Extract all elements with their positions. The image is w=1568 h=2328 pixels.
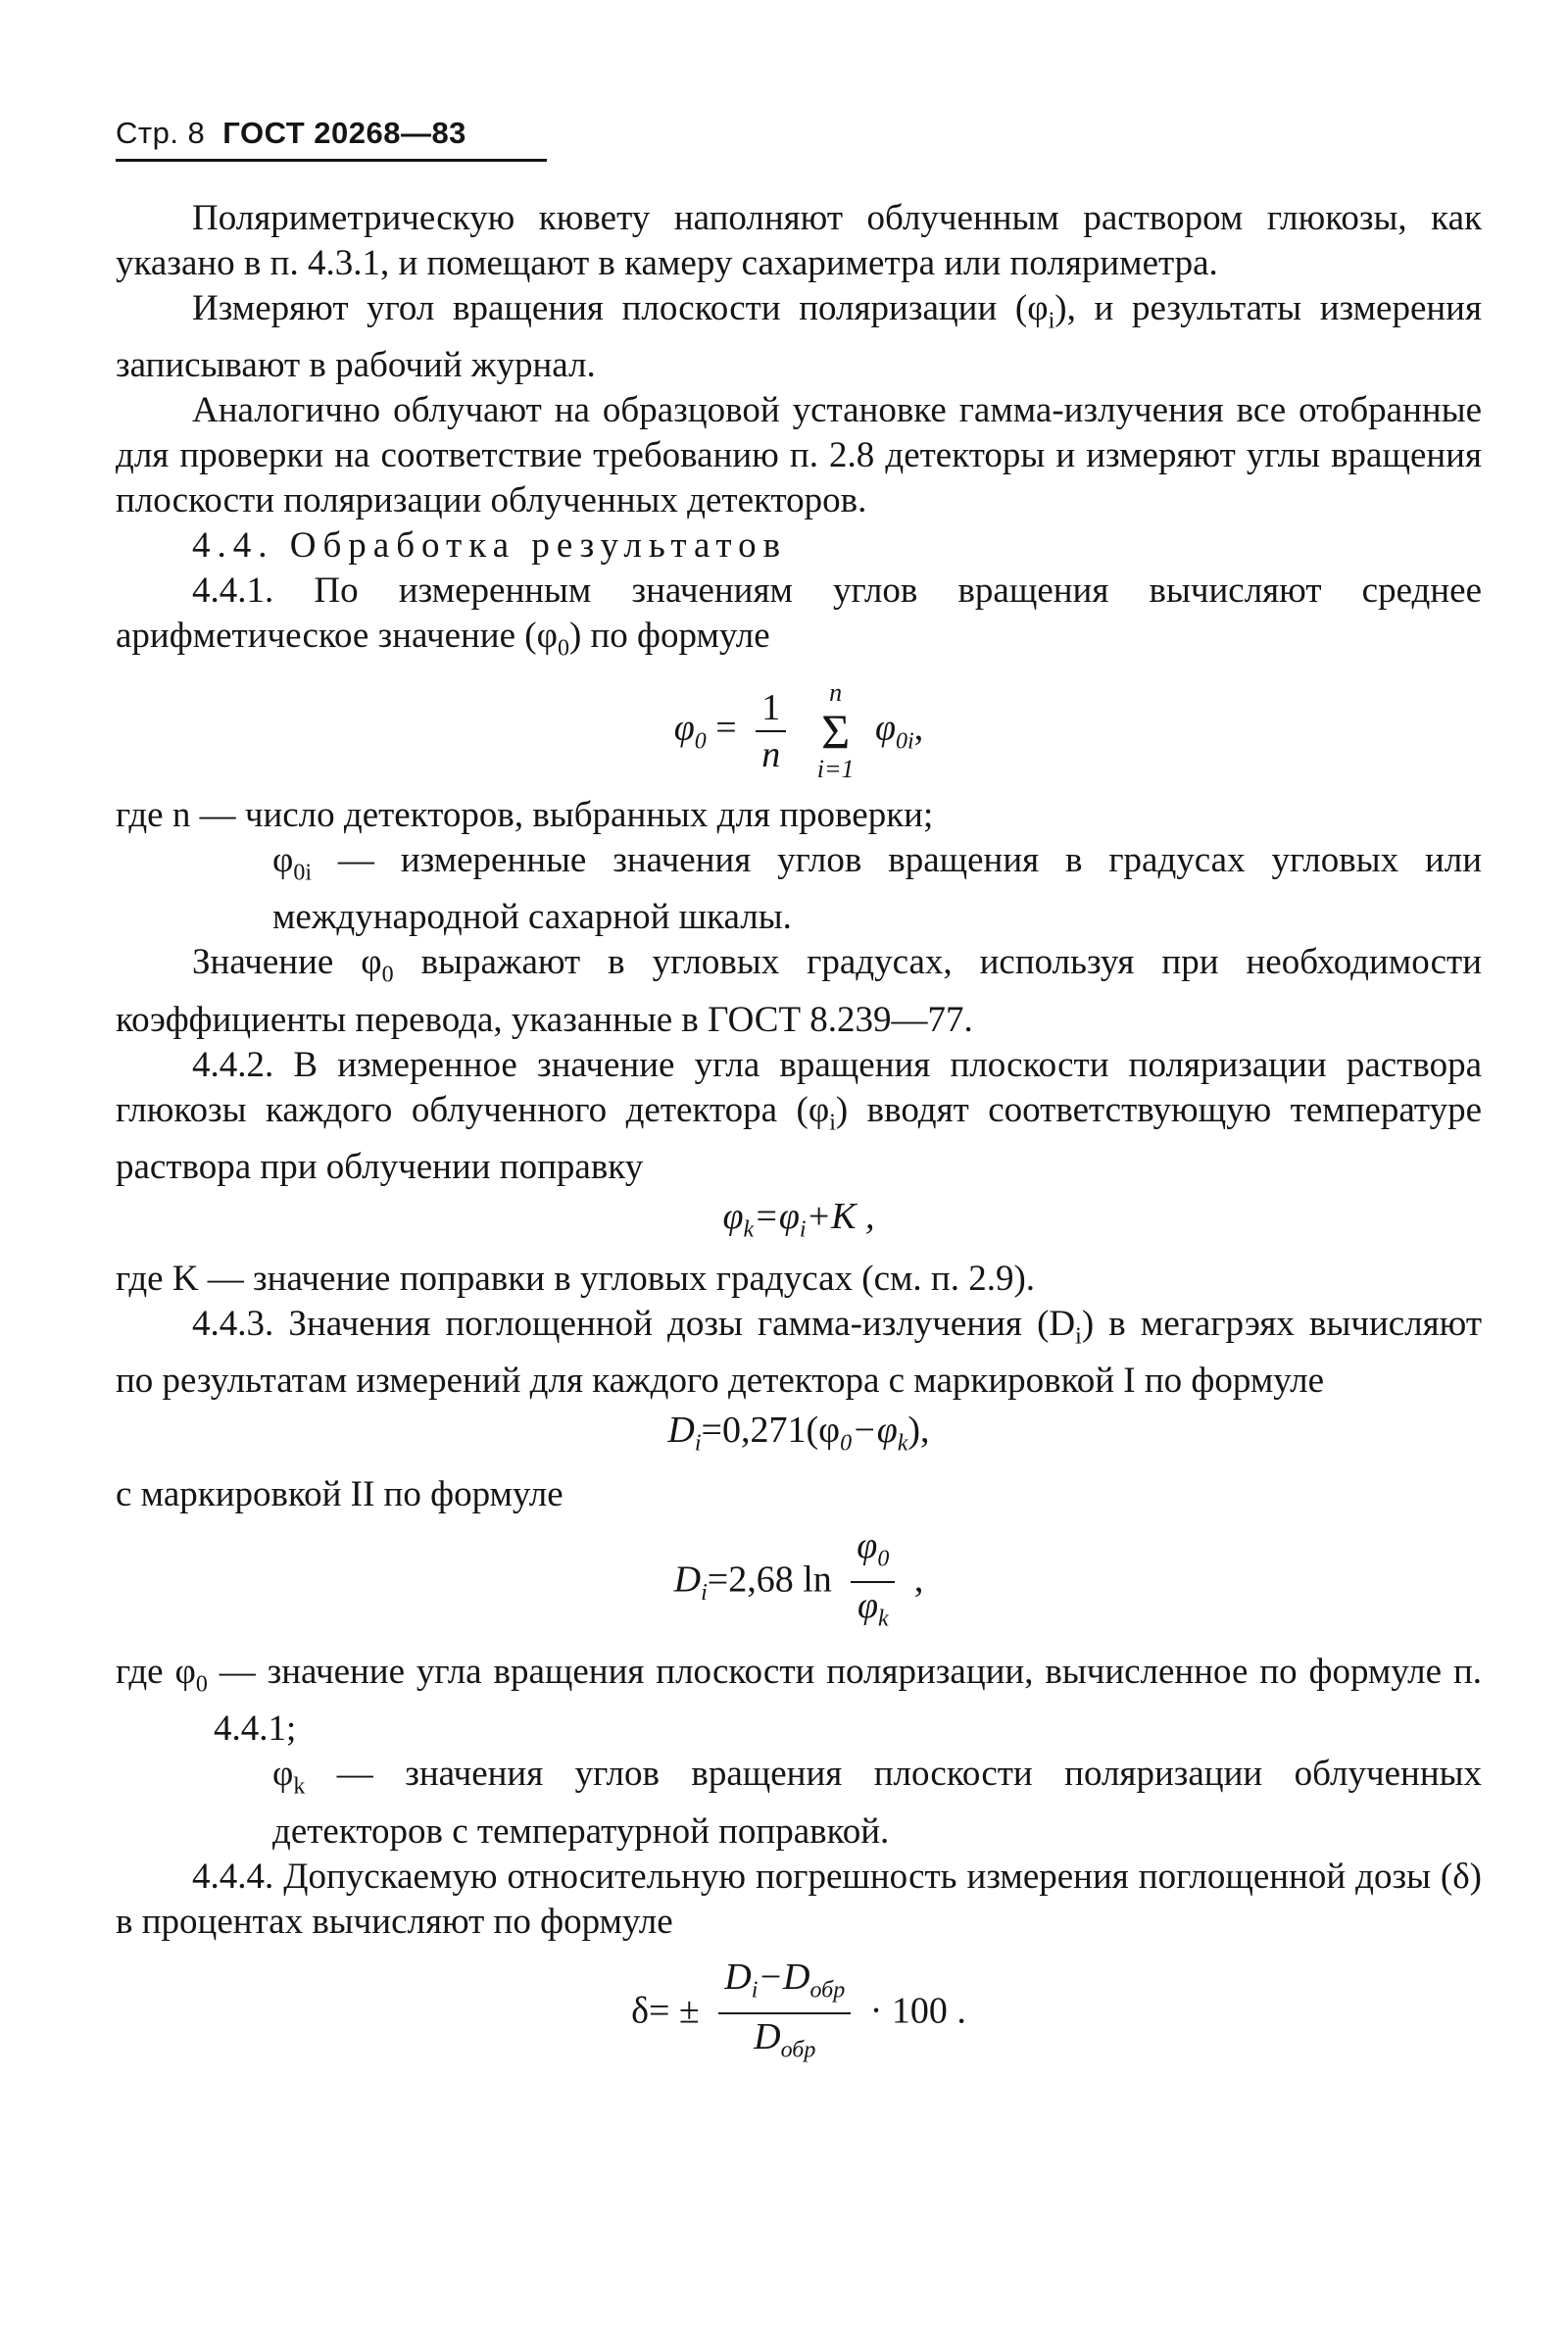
formula-dose-marking-i: $D_i=0,271(\varphi_0-\varphi_k)$, <box>667 1409 930 1457</box>
section-heading: 4.4. Обработка результатов <box>192 525 788 567</box>
page-number: Стр. 8 <box>116 116 206 150</box>
definition: $\varphi_k$ — значения углов вращения плоскости поляризации облученных детекторов с температурной поправкой. <box>272 1754 1482 1852</box>
page-header <box>116 116 466 151</box>
formula-relative-error: δ= ± $\frac{D_i-D_{обр}}{D_{обр}}$ · 100 . <box>116 1955 1482 2073</box>
definition: где n — число детекторов, выбранных для проверки; <box>116 794 934 835</box>
paragraph: 4.4.3. Значения поглощенной дозы гамма-излучения $(D_i)$ в мегагрэях вычисляют по результатам измерений для каждого детектора с маркировкой I по формуле <box>116 1303 1482 1401</box>
definition: где K — значение поправки в угловых градусах (см. п. 2.9). <box>116 1258 1036 1299</box>
fraction: $\frac{1}{n}$ <box>756 685 786 777</box>
paragraph: с маркировкой II по формуле <box>116 1473 564 1514</box>
body-text <box>116 196 1482 2073</box>
paragraph: Поляриметрическую кювету наполняют облученным раствором глюкозы, как указано в п. 4.3.1, и помещают в камеру сахариметра или поляриметра. <box>116 198 1482 283</box>
formula-mean: $\varphi_0$ = $\frac{1}{n}$ n Σ i=1 $\varphi_{0i}$, <box>673 677 924 783</box>
sum-operator: n Σ i=1 <box>816 677 855 783</box>
paragraph: Аналогично облучают на образцовой установке гамма-излучения все отобранные для проверки на соответствие требованию п. 2.8 детекторы и измеряют углы вращения плоскости поляризации облученных детекторов. <box>116 390 1482 521</box>
header-rule <box>116 159 547 162</box>
formula-dose-marking-ii: $D_i=2,68$ ln $\frac{\varphi_0}{\varphi_k}$ , <box>116 1523 1482 1642</box>
paragraph: Измеряют угол вращения плоскости поляризации $(\varphi_i)$, и результаты измерения записывают в рабочий журнал. <box>116 288 1482 386</box>
standard-number: ГОСТ 20268—83 <box>222 116 466 150</box>
paragraph: 4.4.4. Допускаемую относительную погрешность измерения поглощенной дозы (δ) в процентах вычисляют по формуле <box>116 1856 1482 1942</box>
paragraph: Значение $\varphi_0$ выражают в угловых градусах, используя при необходимости коэффициенты перевода, указанные в ГОСТ 8.239—77. <box>116 942 1483 1040</box>
fraction: $\frac{D_i-D_{обр}}{D_{обр}}$ <box>718 1955 851 2073</box>
formula-correction: $\varphi_k=\varphi_i+K$ , <box>722 1195 875 1243</box>
definition: где $\varphi_0$ — значение угла вращения плоскости поляризации, вычисленное по формуле п. 4.4.1; <box>116 1651 1483 1750</box>
definition: $\varphi_{0i}$ — измеренные значения углов вращения в градусах угловых или международной сахарной шкалы. <box>272 839 1483 938</box>
fraction: $\frac{\varphi_0}{\varphi_k}$ <box>851 1523 895 1642</box>
paragraph: 4.4.1. По измеренным значениям углов вращения вычисляют среднее арифметическое значение $(\varphi_0)$ по формуле <box>116 570 1482 662</box>
paragraph: 4.4.2. В измеренное значение угла вращения плоскости поляризации раствора глюкозы каждого облученного детектора $(\varphi_i)$ вводят соответствующую температуре раствора при облучении поправку <box>116 1044 1482 1187</box>
